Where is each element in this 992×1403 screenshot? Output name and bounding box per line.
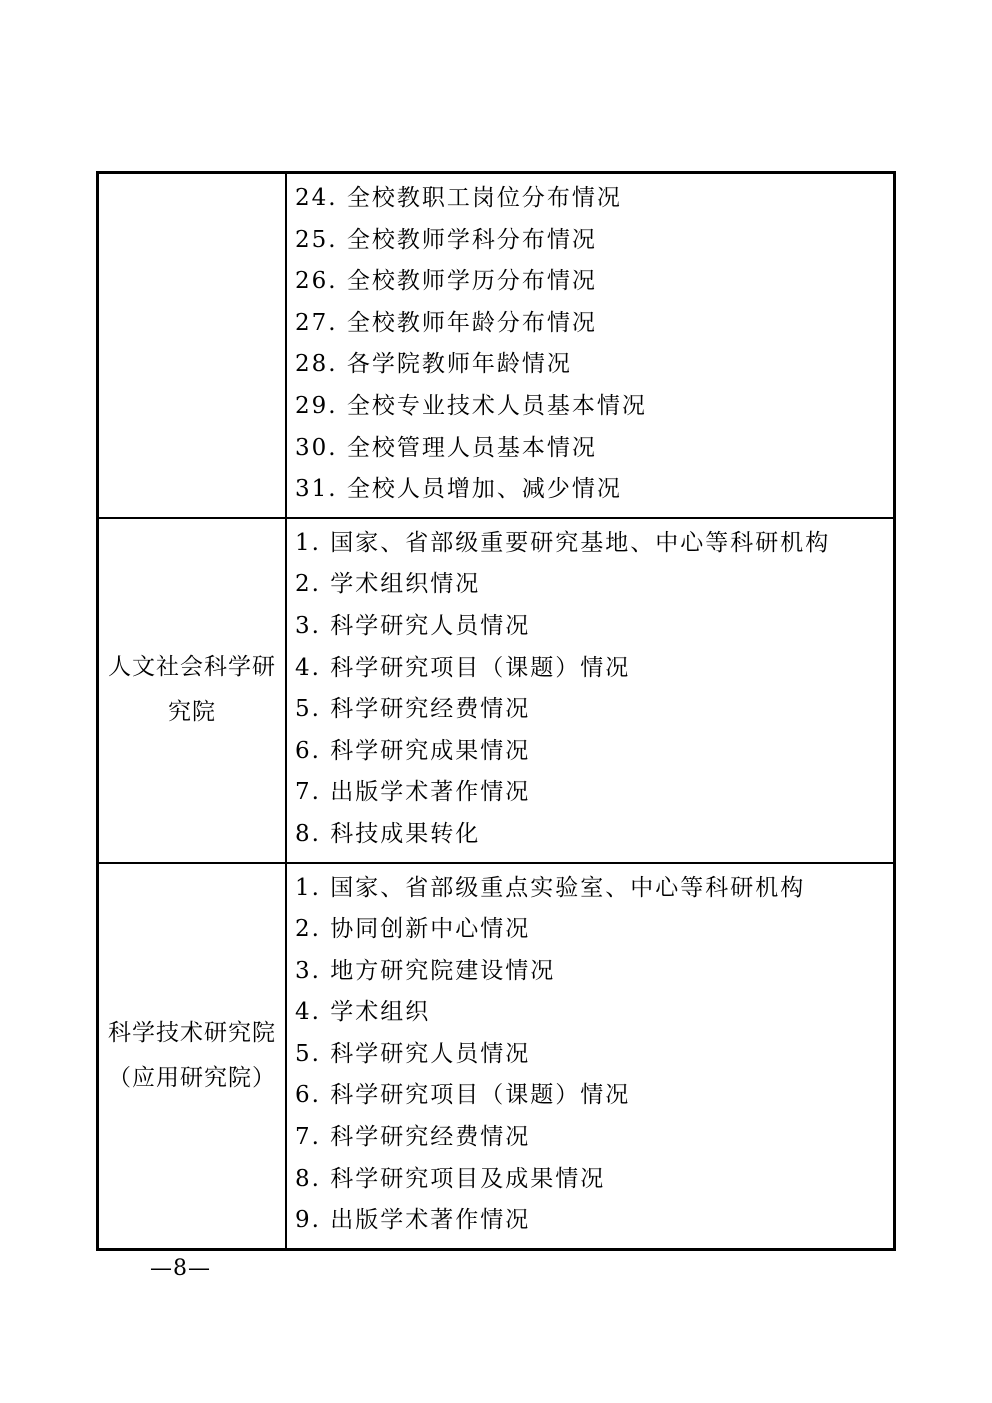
department-cell: [98, 518, 287, 863]
data-table: [96, 171, 896, 1251]
list-item: 29. 全校专业技术人员基本情况: [295, 392, 647, 419]
list-item: 9. 出版学术著作情况: [295, 1207, 531, 1234]
item-list: [287, 174, 893, 517]
items-cell: [286, 518, 895, 863]
department-cell: [98, 173, 287, 518]
item-list: [287, 519, 893, 862]
list-item: 30. 全校管理人员基本情况: [295, 434, 597, 461]
table-row: [98, 173, 895, 518]
list-item: 7. 科学研究经费情况: [295, 1124, 531, 1151]
list-item: 5. 科学研究经费情况: [295, 696, 531, 723]
list-item: 26. 全校教师学历分布情况: [295, 268, 597, 295]
list-item: 1. 国家、省部级重点实验室、中心等科研机构: [295, 874, 806, 901]
list-item: 24. 全校教职工岗位分布情况: [295, 185, 622, 211]
table-row: [98, 863, 895, 1250]
list-item: 8. 科学研究项目及成果情况: [295, 1165, 606, 1192]
items-cell: [286, 173, 895, 518]
list-item: 2. 协同创新中心情况: [295, 916, 531, 943]
list-item: 3. 科学研究人员情况: [295, 612, 531, 639]
list-item: 3. 地方研究院建设情况: [295, 957, 556, 984]
items-cell: [286, 863, 895, 1250]
list-item: 4. 学术组织: [295, 999, 431, 1026]
page-number: —8—: [150, 1256, 211, 1281]
list-item: 4. 科学研究项目（课题）情况: [295, 654, 631, 681]
list-item: 27. 全校教师年龄分布情况: [295, 309, 597, 336]
list-item: 6. 科学研究项目（课题）情况: [295, 1082, 631, 1109]
list-item: 8. 科技成果转化: [295, 820, 481, 847]
department-label: 科学技术研究院（应用研究院）: [108, 1019, 276, 1091]
list-item: 31. 全校人员增加、减少情况: [295, 476, 622, 503]
list-item: 7. 出版学术著作情况: [295, 779, 531, 806]
list-item: 25. 全校教师学科分布情况: [295, 226, 597, 253]
list-item: 28. 各学院教师年龄情况: [295, 351, 572, 378]
list-item: 6. 科学研究成果情况: [295, 737, 531, 764]
item-list: [287, 864, 893, 1248]
list-item: 5. 科学研究人员情况: [295, 1040, 531, 1067]
department-label: 人文社会科学研究院: [108, 654, 276, 726]
department-cell: [98, 863, 287, 1250]
list-item: 1. 国家、省部级重要研究基地、中心等科研机构: [295, 529, 831, 556]
table-row: [98, 518, 895, 863]
list-item: 2. 学术组织情况: [295, 571, 481, 598]
